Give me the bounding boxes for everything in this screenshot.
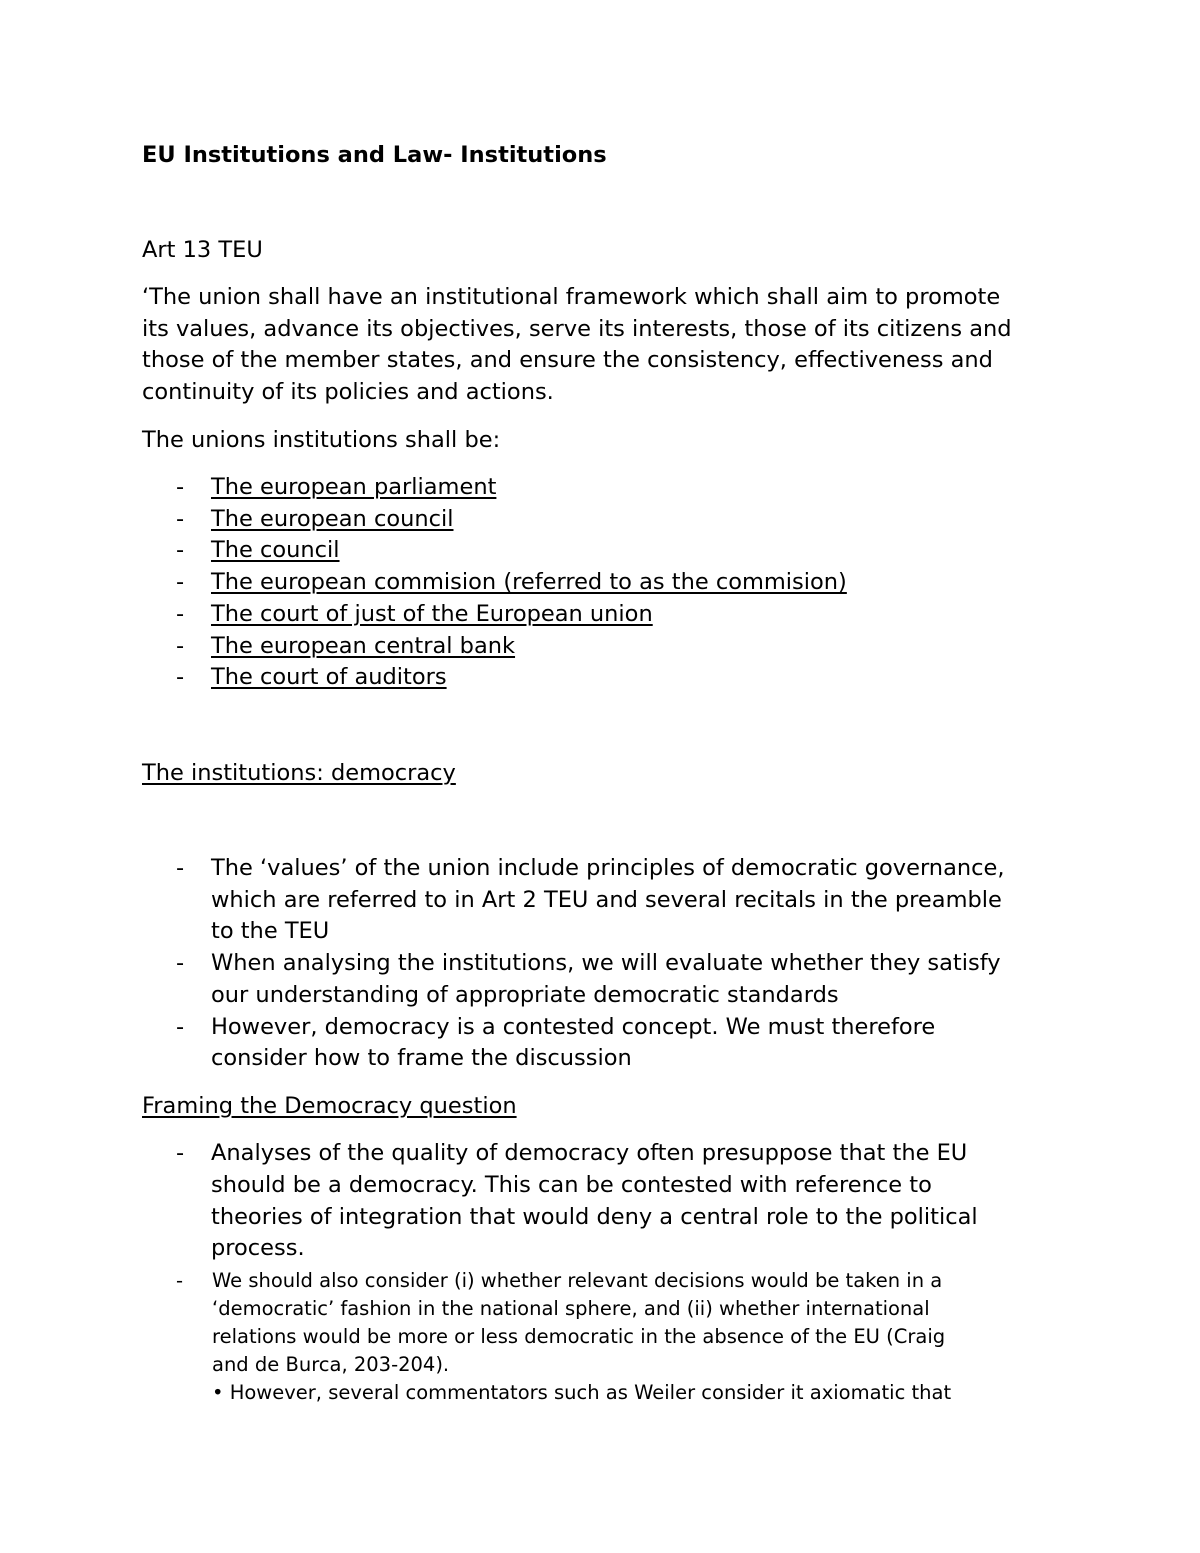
democracy-point-line: to the TEU (211, 918, 330, 944)
democracy-point-line: our understanding of appropriate democratic standards (211, 982, 839, 1008)
framing-point-line: ‘democratic’ fashion in the national sphere, and (ii) whether international (212, 1297, 930, 1320)
framing-heading: Framing the Democracy question (142, 1093, 517, 1119)
list-dash: - (176, 950, 185, 976)
list-dash: - (176, 1140, 185, 1166)
institution-item: The european parliament (211, 474, 497, 500)
quote-line: continuity of its policies and actions. (142, 379, 554, 405)
list-dash: - (176, 569, 185, 595)
democracy-heading: The institutions: democracy (142, 760, 456, 786)
list-dash: - (176, 506, 185, 532)
article-reference: Art 13 TEU (142, 237, 263, 263)
institution-item: The european central bank (211, 633, 516, 659)
framing-point-line: theories of integration that would deny a central role to the political (211, 1204, 978, 1230)
document-title: EU Institutions and Law- Institutions (142, 142, 607, 168)
quote-line: ‘The union shall have an institutional framework which shall aim to promote (142, 284, 1001, 310)
quote-line: those of the member states, and ensure the consistency, effectiveness and (142, 347, 993, 373)
democracy-point-line: which are referred to in Art 2 TEU and several recitals in the preamble (211, 887, 1002, 913)
list-dash: - (176, 1014, 185, 1040)
democracy-point-line: consider how to frame the discussion (211, 1045, 632, 1071)
quote-line: its values, advance its objectives, serve its interests, those of its citizens and (142, 316, 1012, 342)
list-dash: - (176, 474, 185, 500)
framing-point-line: process. (211, 1235, 305, 1261)
list-dash: - (176, 1269, 184, 1292)
institution-item: The court of just of the European union (211, 601, 653, 627)
list-dash: - (176, 664, 185, 690)
framing-point-line: and de Burca, 203-204). (212, 1353, 450, 1376)
framing-point-line: We should also consider (i) whether relevant decisions would be taken in a (212, 1269, 943, 1292)
democracy-point-line: When analysing the institutions, we will evaluate whether they satisfy (211, 950, 1001, 976)
institutions-intro: The unions institutions shall be: (142, 427, 501, 453)
list-dash: - (176, 855, 185, 881)
list-dash: - (176, 537, 185, 563)
institution-item: The council (211, 537, 340, 563)
sub-bullet-line: • However, several commentators such as Weiler consider it axiomatic that (212, 1381, 952, 1404)
democracy-point-line: The ‘values’ of the union include principles of democratic governance, (211, 855, 1005, 881)
framing-point-line: relations would be more or less democratic in the absence of the EU (Craig (212, 1325, 946, 1348)
democracy-point-line: However, democracy is a contested concept. We must therefore (211, 1014, 936, 1040)
list-dash: - (176, 633, 185, 659)
framing-point-line: Analyses of the quality of democracy often presuppose that the EU (211, 1140, 968, 1166)
list-dash: - (176, 601, 185, 627)
framing-point-line: should be a democracy. This can be contested with reference to (211, 1172, 932, 1198)
institution-item: The european council (211, 506, 454, 532)
institution-item: The european commision (referred to as the commision) (211, 569, 847, 595)
institution-item: The court of auditors (211, 664, 447, 690)
